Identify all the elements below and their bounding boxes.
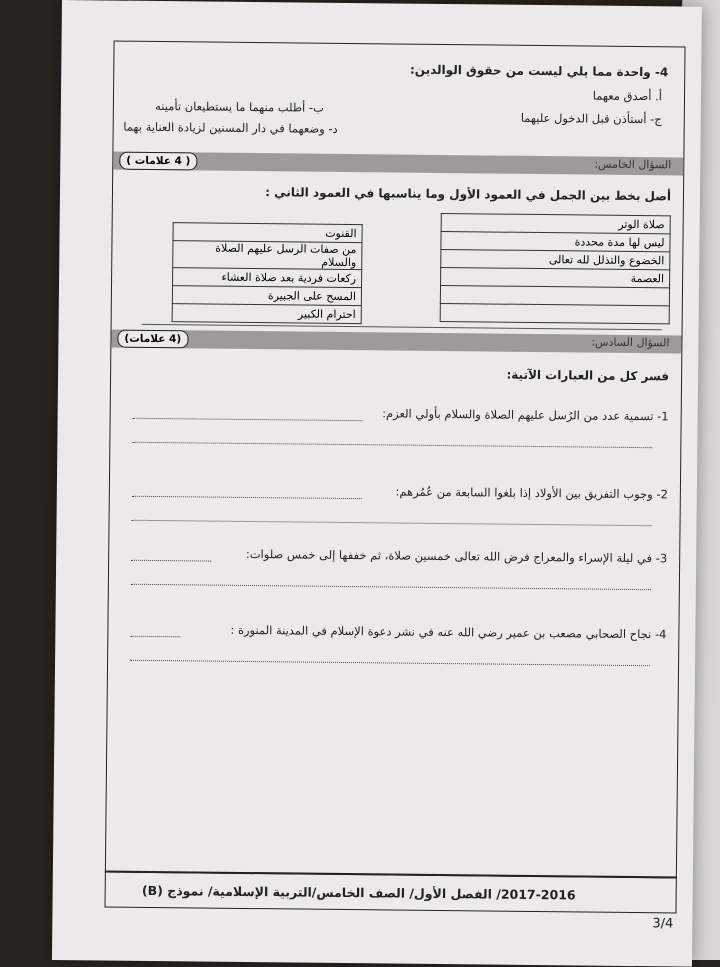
q4-title: 4- واحدة مما يلي ليست من حقوق الوالدين: [409, 62, 669, 80]
q5-band-label: السؤال الخامس: [594, 157, 672, 172]
q5-title: أصل بخط بين الجمل في العمود الأول وما يناسبها في العمود الثاني : [265, 185, 672, 204]
q5-column-1 [440, 213, 671, 324]
q5-col1-cell [440, 285, 669, 305]
q4-option-b: ب- أطلب منهما ما يستطيعان تأمينه [155, 98, 324, 115]
answer-line [132, 496, 362, 499]
q5-col1-cell [440, 303, 669, 323]
q4-option-c: ج- أستأذن قبل الدخول عليهما [520, 110, 662, 127]
answer-line [130, 636, 180, 638]
exam-frame [105, 41, 686, 879]
q5-marks-badge: ( 4 علامات ) [119, 152, 197, 171]
q6-item-2: 2- وجوب التفريق بين الأولاد إذا بلغوا السابعة من عُمُرهم: [395, 484, 668, 502]
answer-line [131, 584, 651, 590]
q5-header-band [113, 152, 683, 176]
page-number: 3/4 [652, 916, 674, 932]
q6-header-band [111, 330, 681, 354]
footer-text: 2017-2016/ الفصل الأول/ الصف الخامس/التربية الإسلامية/ نموذج (B) [141, 882, 576, 903]
q6-title: فسر كل من العبارات الآتية: [506, 367, 670, 384]
q6-band-label: السؤال السادس: [591, 335, 670, 350]
answer-line [132, 442, 652, 448]
q6-item-1: 1- تسمية عدد من الرُسل عليهم الصلاة والسلام بأولي العزم: [382, 406, 669, 424]
q5-col2-cell: ركعات فردية بعد صلاة العشاء [173, 268, 362, 288]
q6-item-4: 4- نجاح الصحابي مصعب بن عمير رضي الله عنه في نشر دعوة الإسلام في المدينة المنورة : [230, 622, 667, 642]
q5-col2-cell: القنوت [173, 223, 362, 243]
exam-page [52, 0, 702, 967]
q5-col2-cell: المسح على الجبيرة [172, 286, 361, 306]
q4-option-a: أ. أصدق معهما [592, 88, 663, 104]
q6-item-3: 3- في ليلة الإسراء والمعراج فرض الله تعالى خمسين صلاة، ثم خففها إلى خمس صلوات: [245, 546, 668, 566]
q5-column-2 [172, 222, 363, 324]
q4-option-d: د- وضعهما في دار المسنين لزيادة العناية بهما [123, 119, 338, 136]
q5-col2-cell: من صفات الرسل عليهم الصلاة والسلام [173, 241, 362, 270]
answer-line [132, 520, 652, 526]
answer-line [131, 560, 211, 562]
section-divider [142, 324, 662, 330]
q5-col1-cell: صلاة الوتر [441, 213, 670, 233]
q6-marks-badge: (4 علامات) [117, 330, 188, 349]
answer-line [133, 418, 363, 421]
q5-col1-cell: الخضوع والتذلل لله تعالى [441, 249, 670, 269]
q5-col1-cell: ليس لها مدة محددة [441, 231, 670, 251]
answer-line [130, 660, 650, 666]
q5-col1-cell: العصمة [441, 267, 670, 287]
footer-box [104, 870, 676, 913]
q5-col2-cell: احترام الكبير [172, 304, 361, 324]
